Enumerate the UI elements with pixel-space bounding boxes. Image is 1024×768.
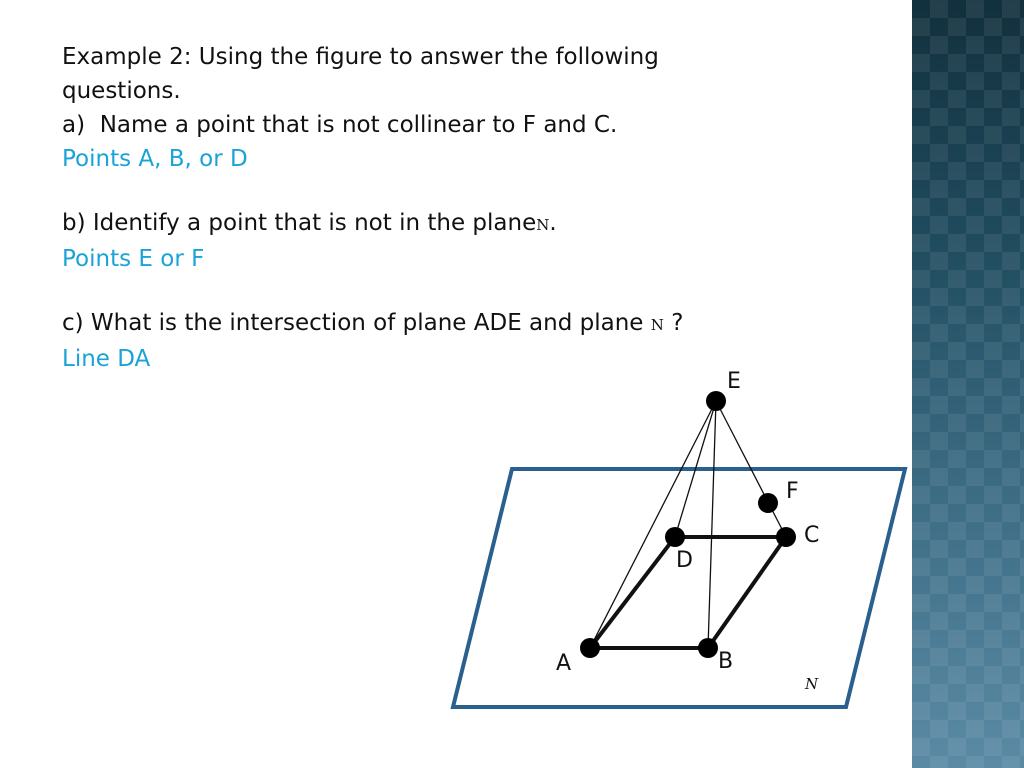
- question-b-end: .: [549, 210, 557, 236]
- decorative-sidebar: [912, 0, 1024, 768]
- label-a: A: [556, 651, 572, 676]
- point-c: [776, 527, 796, 547]
- segment-eb: [708, 401, 716, 648]
- point-b: [698, 638, 718, 658]
- answer-a: Points A, B, or D: [62, 146, 248, 172]
- point-f: [758, 493, 778, 513]
- segment-bc: [708, 537, 786, 648]
- question-a-label: a): [62, 112, 86, 138]
- intro-line-1: Example 2: Using the figure to answer the following: [62, 44, 659, 70]
- point-d: [665, 527, 685, 547]
- plane-symbol-c: N: [650, 316, 664, 334]
- label-e: E: [727, 369, 741, 394]
- label-c: C: [804, 523, 820, 548]
- label-f: F: [786, 479, 799, 504]
- question-c-text: c) What is the intersection of plane ADE and plane: [62, 310, 644, 336]
- point-e: [706, 391, 726, 411]
- question-b-text: b) Identify a point that is not in the plane: [62, 210, 537, 236]
- segment-da: [590, 537, 675, 648]
- label-plane-n: N: [805, 675, 819, 693]
- plane-symbol-b: N: [536, 216, 550, 234]
- answer-c: Line DA: [62, 346, 151, 372]
- label-d: D: [676, 548, 693, 573]
- intro-line-2: questions.: [62, 78, 181, 104]
- answer-b: Points E or F: [62, 246, 205, 272]
- label-b: B: [718, 649, 734, 674]
- question-c-end: ?: [671, 310, 684, 336]
- segment-ea: [590, 401, 716, 648]
- plane-n: [453, 469, 905, 707]
- sidebar-pattern: [912, 0, 1024, 768]
- point-a: [580, 638, 600, 658]
- question-a-text: Name a point that is not collinear to F and C.: [99, 112, 618, 138]
